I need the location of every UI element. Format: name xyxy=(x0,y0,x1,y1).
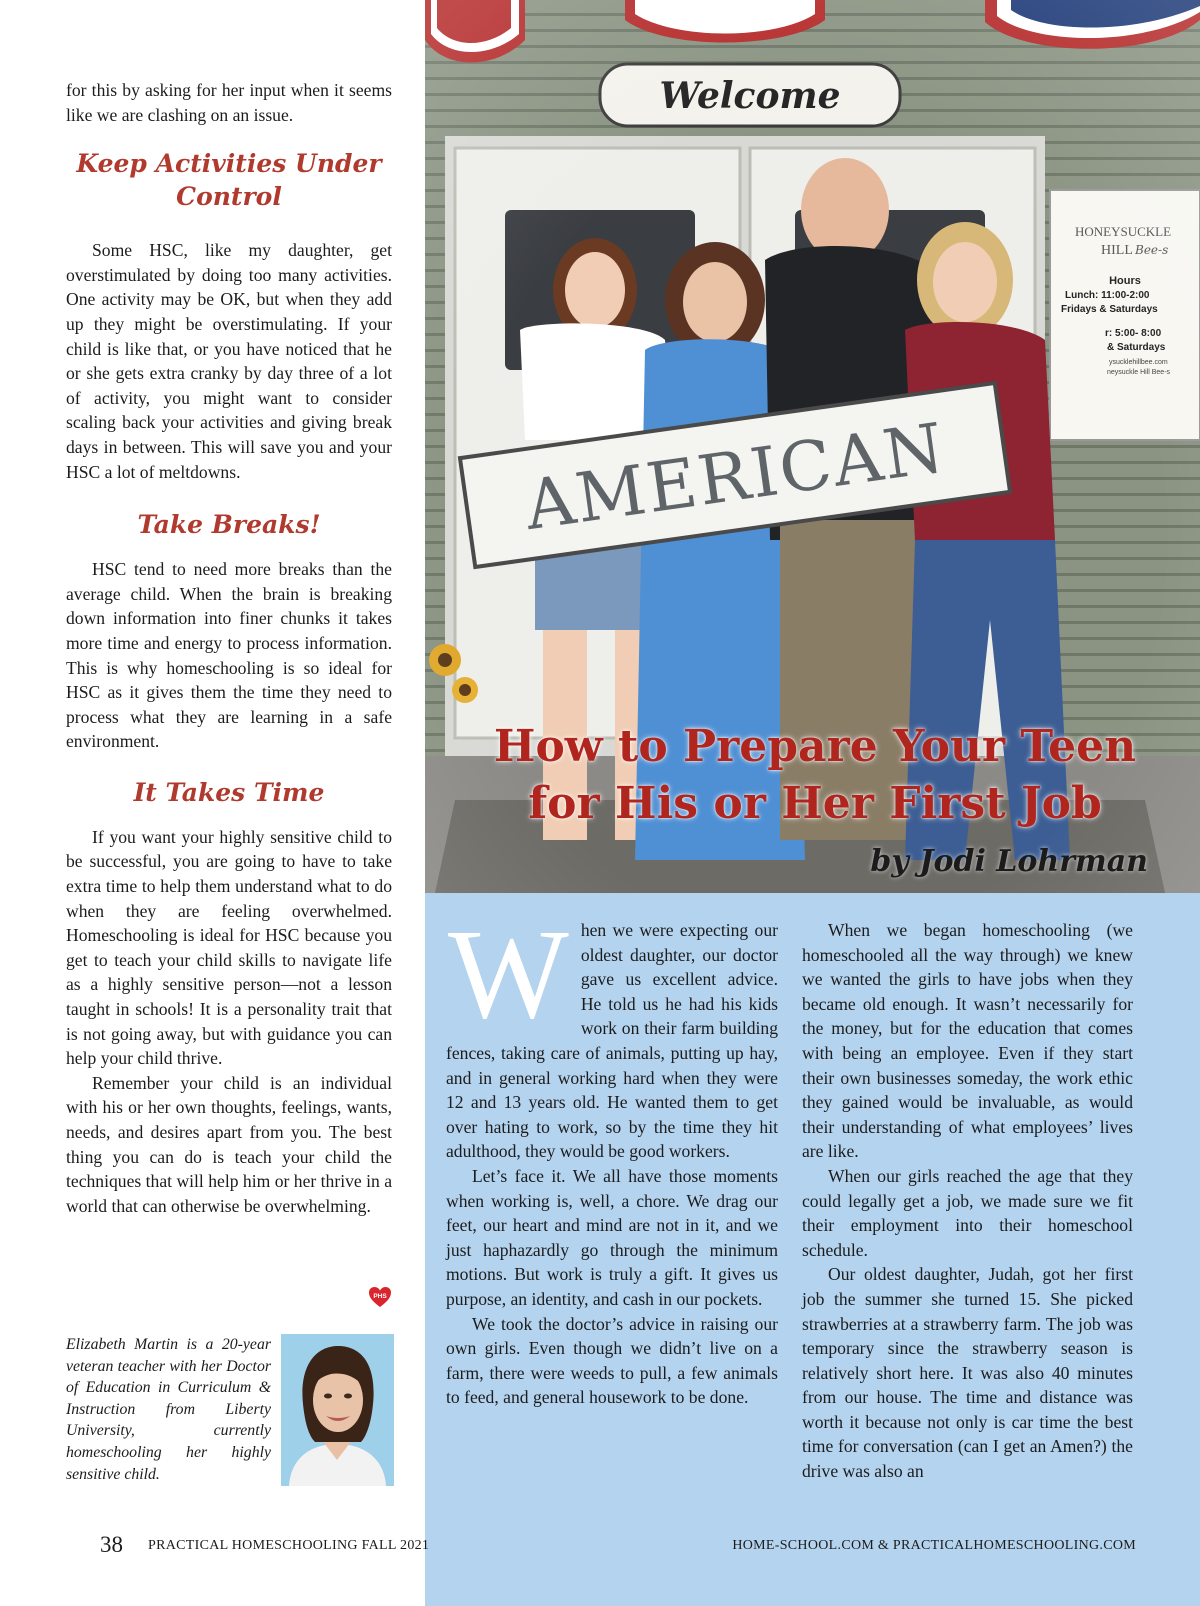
section-heading: It Takes Time xyxy=(133,777,325,807)
end-mark-label: PHS xyxy=(373,1293,387,1300)
left-column xyxy=(66,78,392,1218)
paragraph: Remember your child is an individual with his or her own thoughts, feelings, wants, needs, and desires apart from you. The best thing you can do is teach your child the techniques that will help him or her thrive in a world that can otherwise be overwhelming. xyxy=(66,1072,392,1216)
author-bio: Elizabeth Martin is a 20-year veteran teacher with her Doctor of Education in Curriculum & Instruction from Liberty University, currently homeschooling her highly sensitive child. xyxy=(66,1336,271,1483)
paragraph-text: hen we were expecting our oldest daughter, our doctor gave us excellent advice. He told us he had his kids work on their farm building fences, taking care of animals, putting up hay, and in general working hard when they were 12 and 13 years old. He wanted them to get over hating to work, so by the time they hit adulthood, they would be good workers. xyxy=(446,920,778,1162)
headline-line: for His or Her First Job xyxy=(528,778,1102,829)
footer-websites: HOME-SCHOOL.COM & PRACTICALHOMESCHOOLING.COM xyxy=(732,1538,1136,1553)
paragraph: for this by asking for her input when it seems like we are clashing on an issue. xyxy=(66,80,392,125)
drop-cap: W xyxy=(448,903,569,1045)
paragraph: Some HSC, like my daughter, get overstimulated by doing too many activities. One activity may be OK, but when they add up they might be overstimulating. If your child is like that, or you have noticed that he or she gets extra cranky by day three of a lot of activity, you might want to consider scaling back your activities and giving break days in between. This will save you and your HSC a lot of meltdowns. xyxy=(66,240,392,482)
headline-line: How to Prepare Your Teen xyxy=(493,721,1137,772)
author-photo xyxy=(281,1334,394,1486)
article-column-1 xyxy=(446,903,778,1410)
paragraph: HSC tend to need more breaks than the average child. When the brain is breaking down information into finer chunks it takes more time and energy to process information. This is why homeschooling is so ideal for HSC as it gives them the time they need to process what they are learning in a safe environment. xyxy=(66,559,392,752)
byline: by Jodi Lohrman xyxy=(870,844,1148,879)
footer-publication: PRACTICAL HOMESCHOOLING FALL 2021 xyxy=(148,1538,430,1553)
article-column-2 xyxy=(802,918,1133,1484)
paragraph: When our girls reached the age that they could legally get a job, we made sure we fit their employment into their homeschool schedule. xyxy=(802,1165,1133,1260)
paragraph: If you want your highly sensitive child to be successful, you are going to have to take extra time to help them understand what to do when they are feeling overwhelmed. Homeschooling is ideal for HSC because you get to teach your child skills to navigate life as a highly sensitive person—not a lesson taught in schools! It is a personality trait that is not going away, but with guidance you can help your child thrive. xyxy=(66,826,392,1069)
paragraph: When we began homeschooling (we homeschooled all the way through) we knew we wanted the girls to have jobs when they became old enough. It wasn’t necessarily for the money, but for the education that comes with being an employee. Even if they start their own businesses someday, the work ethic they gained would be invaluable, as would their understanding of what employees’ lives are like. xyxy=(802,920,1133,1162)
heart-end-mark-icon xyxy=(368,1286,392,1308)
paragraph: Let’s face it. We all have those moments when working is, well, a chore. We drag our feet, our heart and mind are not in it, and we just haphazardly go through the minimum motions. But work is truly a gift. It gives us purpose, an identity, and cash in our pockets. xyxy=(446,1165,778,1309)
page-number: 38 xyxy=(100,1532,123,1557)
paragraph: We took the doctor’s advice in raising our own girls. Even though we didn’t live on a farm, there were weeds to pull, a few animals to feed, and general housework to be done. xyxy=(446,1313,778,1408)
section-heading: Keep Activities Under Control xyxy=(76,149,382,212)
paragraph xyxy=(446,903,778,1164)
section-heading: Take Breaks! xyxy=(137,510,321,540)
paragraph: Our oldest daughter, Judah, got her first job the summer she turned 15. She picked strawberries at a strawberry farm. The job was temporary since the strawberry season is relatively short here. It was also 40 minutes from our house. The time and distance was worth it because not only is car time the best time for conversation (can I get an Amen?) the drive was also an xyxy=(802,1264,1133,1482)
article-headline xyxy=(430,718,1200,832)
